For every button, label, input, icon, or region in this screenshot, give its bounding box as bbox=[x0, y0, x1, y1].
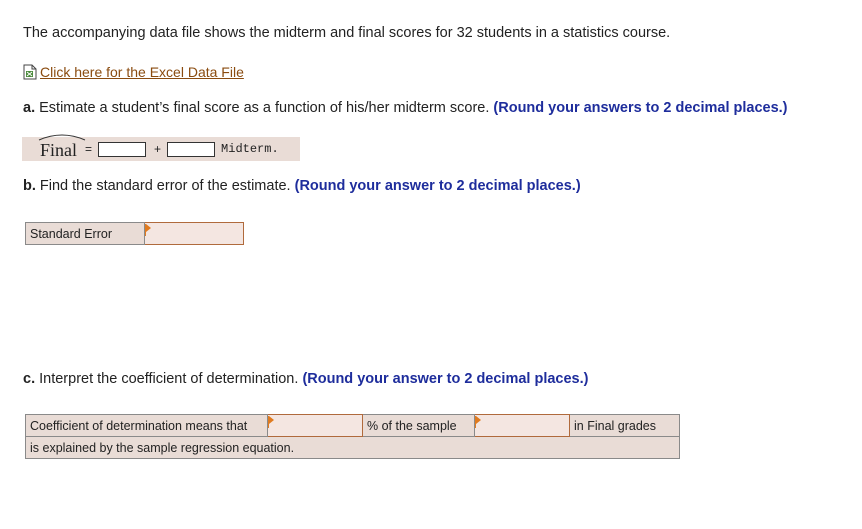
part-c-letter: c. bbox=[23, 371, 36, 387]
midterm-label: Midterm. bbox=[221, 142, 279, 156]
part-c-text: Interpret the coefficient of determination. bbox=[35, 371, 303, 387]
coef-label-cell: Coefficient of determination means that bbox=[26, 415, 268, 437]
part-c-instruction: (Round your answer to 2 decimal places.) bbox=[302, 371, 589, 387]
coef-explained-cell: is explained by the sample regression equation. bbox=[26, 437, 680, 459]
part-b-text: Find the standard error of the estimate. bbox=[35, 178, 295, 194]
flag-icon bbox=[476, 416, 481, 424]
intercept-input[interactable] bbox=[98, 142, 146, 157]
part-a-text: Estimate a student’s final score as a function of his/her midterm score. bbox=[35, 100, 494, 116]
part-a-letter: a. bbox=[23, 100, 36, 116]
standard-error-table bbox=[25, 222, 244, 245]
coef-final-cell: in Final grades bbox=[570, 415, 680, 437]
equals-sign: = bbox=[85, 142, 93, 156]
excel-link-label: Click here for the Excel Data File bbox=[40, 64, 244, 80]
coef-percent-input[interactable] bbox=[268, 415, 363, 437]
part-a-instruction: (Round your answers to 2 decimal places.) bbox=[493, 100, 788, 116]
coef-sample-cell: % of the sample bbox=[363, 415, 475, 437]
final-hat-label bbox=[40, 138, 77, 161]
question-c bbox=[23, 371, 588, 387]
excel-data-link[interactable] bbox=[23, 64, 244, 80]
part-b-letter: b. bbox=[23, 178, 36, 194]
flag-icon bbox=[269, 416, 274, 424]
flag-icon bbox=[146, 224, 151, 232]
standard-error-label: Standard Error bbox=[26, 223, 145, 245]
standard-error-input[interactable] bbox=[145, 223, 244, 245]
final-label: Final bbox=[40, 139, 78, 160]
coef-dropdown-input[interactable] bbox=[475, 415, 570, 437]
regression-equation bbox=[22, 137, 300, 161]
slope-input[interactable] bbox=[167, 142, 215, 157]
excel-file-icon bbox=[23, 64, 37, 80]
part-b-instruction: (Round your answer to 2 decimal places.) bbox=[294, 178, 581, 194]
plus-sign: + bbox=[154, 142, 162, 156]
intro-text: The accompanying data file shows the midterm and final scores for 32 students in a statistics course. bbox=[23, 25, 671, 41]
coefficient-table bbox=[25, 414, 680, 459]
question-a bbox=[23, 100, 788, 116]
question-b bbox=[23, 178, 581, 194]
hat-accent-icon bbox=[38, 133, 86, 141]
